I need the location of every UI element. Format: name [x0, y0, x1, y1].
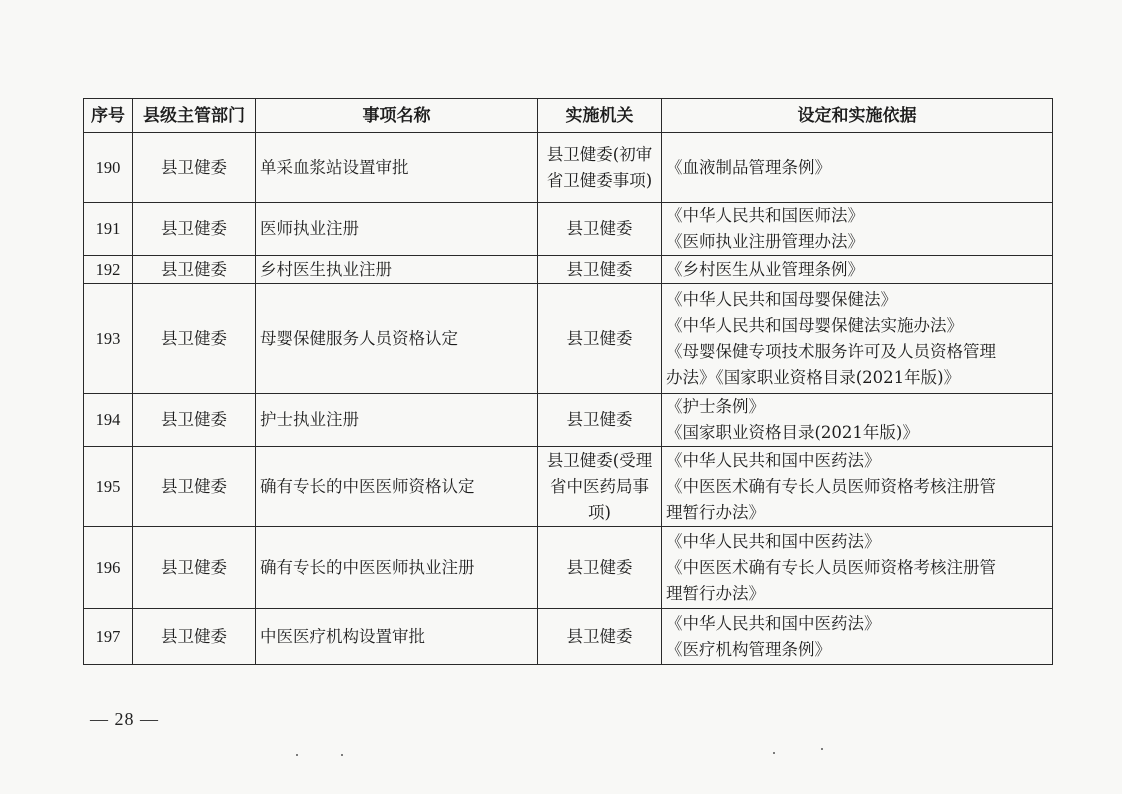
table-header-row — [84, 99, 1053, 133]
cell-basis — [662, 284, 1053, 394]
cell-item-name: 单采血浆站设置审批 — [256, 133, 538, 203]
header-basis: 设定和实施依据 — [662, 99, 1053, 133]
cell-dept: 县卫健委 — [133, 256, 256, 284]
org-line: 县卫健委 — [566, 328, 633, 348]
cell-basis — [662, 447, 1053, 527]
cell-basis — [662, 133, 1053, 203]
org-line: 县卫健委(初审 — [546, 144, 653, 164]
table-row — [84, 527, 1053, 609]
basis-line: 《中华人民共和国医师法》 — [666, 206, 864, 225]
cell-org — [538, 284, 662, 394]
basis-line: 《中华人民共和国中医药法》 — [666, 531, 881, 551]
items-table — [83, 98, 1053, 665]
cell-dept: 县卫健委 — [133, 133, 256, 203]
table-row — [84, 609, 1053, 665]
cell-no: 191 — [84, 203, 133, 256]
table-row — [84, 284, 1053, 394]
org-line: 县卫健委 — [566, 410, 633, 429]
cell-item-name: 确有专长的中医医师资格认定 — [256, 447, 538, 527]
basis-line: 理暂行办法》 — [666, 502, 765, 522]
cell-no: 192 — [84, 256, 133, 284]
org-line: 省中医药局事 — [550, 476, 649, 496]
basis-line: 《乡村医生从业管理条例》 — [666, 259, 864, 279]
scan-speck — [773, 752, 775, 754]
cell-org — [538, 447, 662, 527]
org-line: 县卫健委 — [566, 626, 633, 646]
scan-speck — [821, 748, 823, 750]
cell-basis — [662, 394, 1053, 447]
org-line: 省卫健委事项) — [546, 170, 653, 190]
cell-no: 190 — [84, 133, 133, 203]
basis-line: 《母婴保健专项技术服务许可及人员资格管理 — [666, 341, 996, 361]
basis-line: 《中医医术确有专长人员医师资格考核注册管 — [666, 476, 996, 496]
table-row — [84, 203, 1053, 256]
org-line: 县卫健委 — [566, 219, 633, 238]
cell-org — [538, 527, 662, 609]
cell-item-name: 医师执业注册 — [256, 203, 538, 256]
cell-no: 197 — [84, 609, 133, 665]
cell-no: 196 — [84, 527, 133, 609]
basis-line: 《中华人民共和国母婴保健法实施办法》 — [666, 315, 963, 335]
basis-line: 《中华人民共和国中医药法》 — [666, 613, 881, 633]
basis-line: 《中华人民共和国中医药法》 — [666, 450, 881, 470]
cell-basis — [662, 203, 1053, 256]
table-body — [84, 133, 1053, 665]
cell-item-name: 中医医疗机构设置审批 — [256, 609, 538, 665]
table-row — [84, 133, 1053, 203]
scan-speck — [341, 754, 343, 756]
basis-line: 《中医医术确有专长人员医师资格考核注册管 — [666, 557, 996, 577]
basis-line: 《医师执业注册管理办法》 — [666, 232, 864, 251]
basis-line: 《国家职业资格目录(2021年版)》 — [666, 423, 919, 442]
cell-org — [538, 203, 662, 256]
cell-basis — [662, 527, 1053, 609]
cell-org — [538, 609, 662, 665]
table-row — [84, 447, 1053, 527]
cell-org — [538, 133, 662, 203]
org-line: 项) — [588, 502, 611, 522]
org-line: 县卫健委 — [566, 557, 633, 577]
basis-line: 《血液制品管理条例》 — [666, 157, 831, 177]
table-row — [84, 394, 1053, 447]
cell-dept: 县卫健委 — [133, 609, 256, 665]
org-line: 县卫健委 — [566, 259, 633, 279]
basis-line: 《医疗机构管理条例》 — [666, 639, 831, 659]
page-number: — 28 — — [90, 709, 159, 729]
cell-org — [538, 256, 662, 284]
cell-no: 195 — [84, 447, 133, 527]
header-org: 实施机关 — [538, 99, 662, 133]
header-name: 事项名称 — [256, 99, 538, 133]
table-row — [84, 256, 1053, 284]
org-line: 县卫健委(受理 — [546, 450, 653, 470]
scan-speck — [296, 754, 298, 756]
cell-no: 194 — [84, 394, 133, 447]
cell-dept: 县卫健委 — [133, 527, 256, 609]
cell-basis — [662, 256, 1053, 284]
cell-org — [538, 394, 662, 447]
cell-dept: 县卫健委 — [133, 447, 256, 527]
basis-line: 理暂行办法》 — [666, 583, 765, 603]
cell-item-name: 母婴保健服务人员资格认定 — [256, 284, 538, 394]
basis-line: 《中华人民共和国母婴保健法》 — [666, 289, 897, 309]
cell-dept: 县卫健委 — [133, 203, 256, 256]
header-no: 序号 — [84, 99, 133, 133]
cell-item-name: 护士执业注册 — [256, 394, 538, 447]
cell-item-name: 确有专长的中医医师执业注册 — [256, 527, 538, 609]
cell-basis — [662, 609, 1053, 665]
cell-dept: 县卫健委 — [133, 284, 256, 394]
cell-dept: 县卫健委 — [133, 394, 256, 447]
basis-line: 办法》《国家职业资格目录(2021年版)》 — [666, 367, 961, 387]
cell-no: 193 — [84, 284, 133, 394]
basis-line: 《护士条例》 — [666, 397, 765, 416]
header-dept: 县级主管部门 — [133, 99, 256, 133]
cell-item-name: 乡村医生执业注册 — [256, 256, 538, 284]
